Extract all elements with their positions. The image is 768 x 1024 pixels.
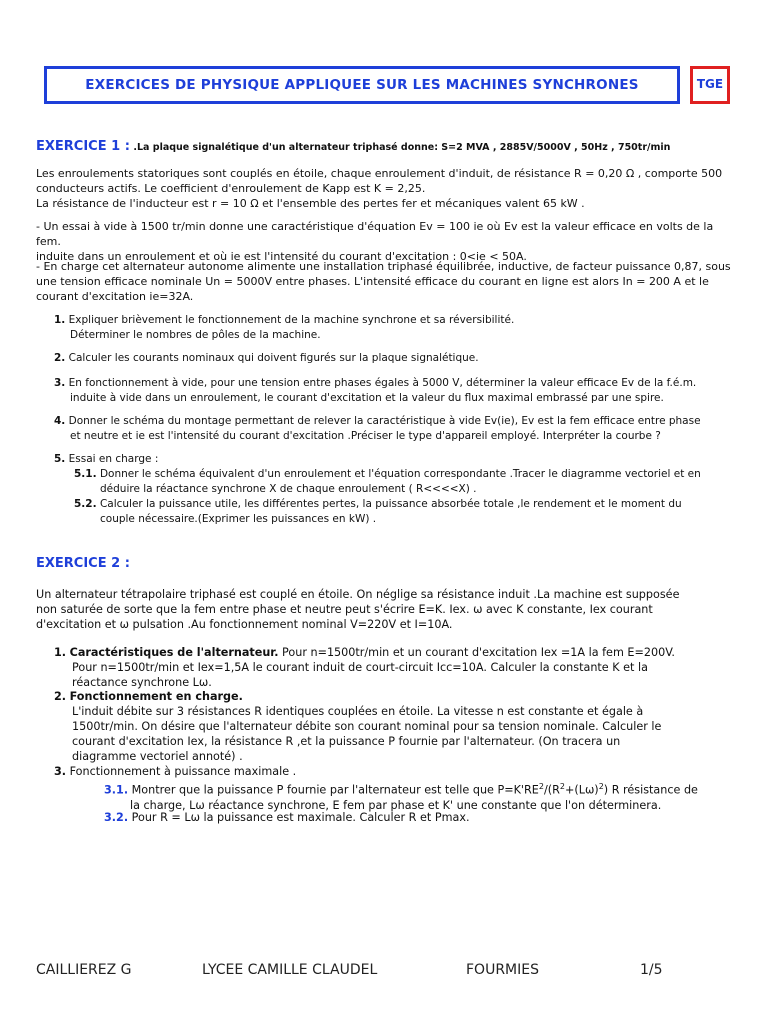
text-line: réactance synchrone Lω. [72, 676, 212, 689]
question-3 [54, 376, 734, 406]
exercise-2-item-3-1 [104, 779, 734, 813]
item-title: Caractéristiques de l'alternateur. [69, 646, 279, 659]
text-line: Pour n=1500tr/min et Iex=1,5A le courant induit de court-circuit Icc=10A. Calculer la constante K et la [72, 661, 648, 674]
text-line: En fonctionnement à vide, pour une tension entre phases égales à 5000 V, déterminer la valeur efficace Ev de la f.é.m. [68, 377, 697, 389]
text-line: courant d'excitation Iex, la résistance R ,et la puissance P fournie par l'alternateur. (On tracera un [72, 735, 621, 748]
text-line: Calculer les courants nominaux qui doivent figurés sur la plaque signalétique. [68, 352, 479, 364]
text-line: /(R [543, 783, 560, 797]
text-line: Déterminer le nombres de pôles de la machine. [70, 329, 321, 341]
question-number: 2. [54, 352, 66, 364]
question-number: 3.1. [104, 783, 129, 797]
text-line: La résistance de l'inducteur est r = 10 Ω et l'ensemble des pertes fer et mécaniques valent 65 kW . [36, 197, 585, 210]
exercise-1-subtitle: .La plaque signalétique d'un alternateur triphasé donne: S=2 MVA , 2885V/5000V , 50Hz , 750tr/min [133, 142, 671, 153]
exercise-2-intro [36, 587, 736, 632]
item-title: Fonctionnement en charge. [69, 690, 243, 703]
question-number: 1. [54, 314, 66, 326]
text-line: d'excitation et ω pulsation .Au fonctionnement nominal V=220V et I=10A. [36, 618, 453, 631]
footer-author: CAILLIEREZ G [36, 962, 132, 978]
text-line: Calculer la puissance utile, les différentes pertes, la puissance absorbée totale ,le rendement et le moment du [99, 498, 682, 510]
question-number: 3. [54, 765, 67, 778]
footer-school: LYCEE CAMILLE CLAUDEL [202, 962, 378, 978]
question-5 [54, 452, 734, 467]
exercise-2-item-2 [54, 689, 734, 764]
text-line: Donner le schéma du montage permettant de relever la caractéristique à vide Ev(ie), Ev est la fem efficace entre phase [68, 415, 701, 427]
text-line: Les enroulements statoriques sont couplés en étoile, chaque enroulement d'induit, de résistance R = 0,20 Ω , comporte 500 [36, 167, 723, 180]
exercise-1-paragraph-3 [36, 259, 736, 304]
text-line: courant d'excitation ie=32A. [36, 290, 194, 303]
text-line: induite dans un enroulement et où ie est l'intensité du courant d'excitation : 0<ie < 50A. [36, 250, 527, 263]
question-number: 2. [54, 690, 67, 703]
question-4 [54, 414, 734, 444]
exponent: 2 [538, 782, 544, 791]
question-5-2 [74, 497, 734, 527]
exponent: 2 [559, 782, 565, 791]
question-1 [54, 313, 734, 343]
text-line: la charge, Lω réactance synchrone, E fem par phase et K' une constante que l'on déterminera. [130, 798, 662, 812]
question-number: 3.2. [104, 811, 129, 824]
text-line: Montrer que la puissance P fournie par l'alternateur est telle que P=K'RE [131, 783, 539, 797]
text-line: Donner le schéma équivalent d'un enroulement et l'équation correspondante .Tracer le diagramme vectoriel et en [99, 468, 701, 480]
exercise-1-heading: EXERCICE 1 : [36, 139, 130, 154]
text-line: ) R résistance de [603, 783, 698, 797]
document-title: EXERCICES DE PHYSIQUE APPLIQUEE SUR LES MACHINES SYNCHRONES [85, 77, 639, 93]
question-number: 3. [54, 377, 66, 389]
class-tag-box [690, 66, 730, 104]
text-line: induite à vide dans un enroulement, le courant d'excitation et la valeur du flux maximal embrassé par une spire. [70, 392, 664, 404]
question-number: 5.1. [74, 468, 97, 480]
exercise-2-heading: EXERCICE 2 : [36, 556, 130, 571]
text-line: Expliquer brièvement le fonctionnement de la machine synchrone et sa réversibilité. [68, 314, 515, 326]
exercise-2-header [36, 556, 736, 571]
exercise-2-item-1 [54, 645, 734, 690]
exercise-2-item-3 [54, 764, 734, 779]
text-line: - Un essai à vide à 1500 tr/min donne une caractéristique d'équation Ev = 100 ie où Ev est la valeur efficace en volts de la fem. [36, 220, 714, 248]
text-line: Essai en charge : [68, 453, 159, 465]
text-line: L'induit débite sur 3 résistances R identiques couplées en étoile. La vitesse n est constante et égale à [72, 705, 644, 718]
exercise-1-paragraph-2 [36, 219, 736, 264]
text-line: +(Lω) [564, 783, 599, 797]
text-line: 1500tr/min. On désire que l'alternateur débite son courant nominal pour sa tension nominale. Calculer le [72, 720, 662, 733]
text-line: couple nécessaire.(Exprimer les puissances en kW) . [100, 513, 377, 525]
question-2 [54, 351, 734, 366]
text-line: diagramme vectoriel annoté) . [72, 750, 243, 763]
exponent: 2 [598, 782, 604, 791]
exercise-1-header [36, 139, 736, 155]
text-line: Pour R = Lω la puissance est maximale. Calculer R et Pmax. [131, 811, 470, 824]
text-line: et neutre et ie est l'intensité du courant d'excitation .Préciser le type d'appareil employé. Interpréter la courbe ? [70, 430, 661, 442]
text-line: conducteurs actifs. Le coefficient d'enroulement de Kapp est K = 2,25. [36, 182, 426, 195]
footer-city: FOURMIES [466, 962, 539, 978]
question-number: 1. [54, 646, 67, 659]
text-line: une tension efficace nominale Un = 5000V entre phases. L'intensité efficace du courant en ligne est alors In = 200 A et le [36, 275, 709, 288]
text-line: - En charge cet alternateur autonome alimente une installation triphasé équilibrée, inductive, de facteur puissance 0,87, sous [36, 260, 731, 273]
question-5-1 [74, 467, 734, 497]
text-line: déduire la réactance synchrone X de chaque enroulement ( R<<<<X) . [100, 483, 477, 495]
document-title-box [44, 66, 680, 104]
exercise-1-paragraph-1 [36, 166, 736, 211]
question-number: 5. [54, 453, 66, 465]
text-line: non saturée de sorte que la fem entre phase et neutre peut s'écrire E=K. Iex. ω avec K constante, Iex courant [36, 603, 653, 616]
text-line: Pour n=1500tr/min et un courant d'excitation Iex =1A la fem E=200V. [278, 646, 675, 659]
question-number: 5.2. [74, 498, 97, 510]
text-line: Fonctionnement à puissance maximale . [69, 765, 297, 778]
class-tag: TGE [696, 77, 724, 91]
text-line: Un alternateur tétrapolaire triphasé est couplé en étoile. On néglige sa résistance induit .La machine est supposée [36, 588, 680, 601]
footer-page-number: 1/5 [640, 962, 663, 978]
question-number: 4. [54, 415, 66, 427]
exercise-2-item-3-2 [104, 810, 734, 825]
